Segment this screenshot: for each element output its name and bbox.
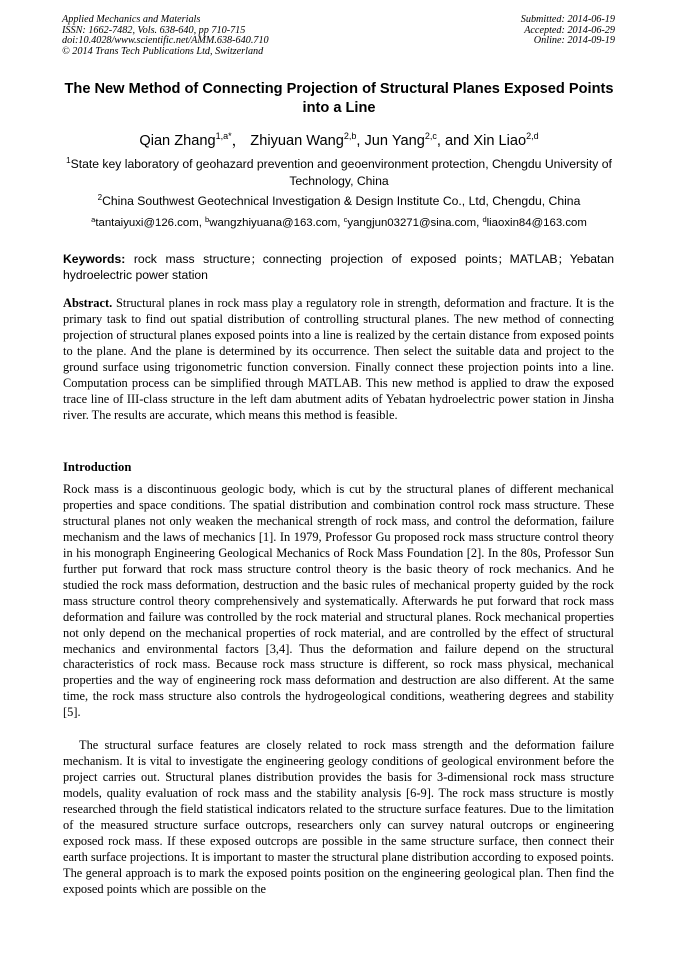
author-name: Jun Yang — [364, 133, 425, 149]
author-name: Xin Liao — [473, 133, 527, 149]
affiliation-text: State key laboratory of geohazard prevention and geoenvironment protection, Chengdu University of Technology, China — [70, 157, 612, 188]
affiliation-2 — [55, 193, 623, 210]
author-name: Qian Zhang — [139, 133, 216, 149]
author-sup: 2,c — [424, 131, 437, 141]
section-heading-introduction: Introduction — [63, 460, 132, 474]
author-sup: 2,d — [526, 131, 539, 141]
email-sup: a — [91, 215, 96, 224]
email-sup: b — [205, 215, 210, 224]
accepted-date: Accepted: 2014-06-29 — [524, 24, 615, 36]
keywords-label: Keywords: — [63, 252, 126, 266]
author-sup: 2,b — [343, 131, 357, 141]
email-address[interactable]: liaoxin84@163.com — [486, 217, 587, 229]
author-list — [40, 132, 638, 150]
author-sup: 1,a* — [215, 131, 232, 141]
author-sep: , — [356, 133, 361, 149]
paper-title: The New Method of Connecting Projection of Structural Planes Exposed Points into a Line — [64, 81, 614, 116]
abstract-block — [63, 296, 614, 424]
email-list — [40, 215, 638, 231]
affiliation-text: China Southwest Geotechnical Investigation & Design Institute Co., Ltd, Chengdu, China — [102, 194, 581, 208]
introduction-paragraph-2: The structural surface features are closely related to rock mass strength and the deformation failure mechanism. It is vital to investigate the engineering geology conditions of geological environment before the project carries out. Structural planes distribution provides the basis for 3-dimensional rock mass structure models, quality evaluation of rock mass and the stability analysis [6-9]. The rock mass structure is mostly researched through the field statistical indicators related to the structure surface features. Due to the limitation of the measured structure surface outcrops, researchers only can survey natural outcrops or engineering exposed rock mass. If these exposed outcrops are possible in the same structure surface, then connect their earth surface projections. It is important to master the structural plane distribution according to exposed points. The general approach is to mark the exposed points position on the engineering geological plan. Then find the exposed points which are possible on the — [63, 738, 614, 896]
email-address[interactable]: yangjun03271@sina.com, — [347, 217, 480, 229]
submitted-date: Submitted: 2014-06-19 — [520, 14, 615, 25]
abstract-text: Structural planes in rock mass play a regulatory role in strength, deformation and fracture. It is the primary task to find out spatial distribution of controlling structural planes. The new method of connecting projection of structural planes exposed points into a line is realized by the certain distance from exposed points to the plane. And the plane is determined by its occurrence. Then select the suitable data and project to the ground surface using trigonometric function conversion. Finally connect these projection points into a line. Computation process can be simplified through MATLAB. This new method is applied to draw the exposed trace line of III-class structure in the left dam abutment adits of Yebatan hydroelectric power station in Jinsha river. The results are accurate, which means this method is feasible. — [63, 296, 614, 422]
keywords-text: rock mass structure；connecting projection of exposed points；MATLAB；Yebatan hydroelectric power station — [63, 252, 614, 283]
journal-issn: ISSN: 1662-7482, Vols. 638-640, pp 710-715 — [62, 24, 246, 36]
journal-name: Applied Mechanics and Materials — [62, 14, 201, 25]
keywords-block — [63, 251, 614, 284]
journal-header — [62, 15, 269, 57]
journal-copyright: © 2014 Trans Tech Publications Ltd, Switzerland — [62, 45, 264, 57]
author-name: Zhiyuan Wang — [250, 133, 344, 149]
affiliation-sup: 1 — [66, 156, 71, 165]
email-address[interactable]: wangzhiyuana@163.com, — [209, 217, 341, 229]
abstract-label: Abstract. — [63, 296, 113, 310]
journal-doi: doi:10.4028/www.scientific.net/AMM.638-640.710 — [62, 35, 269, 47]
email-sup: c — [343, 215, 348, 224]
affiliation-1 — [55, 156, 623, 189]
author-sep: , and — [436, 133, 470, 149]
introduction-paragraph-1: Rock mass is a discontinuous geologic body, which is cut by the structural planes of different mechanical properties and space conditions. The spatial distribution and combination control rock mass structure. These structural planes not only weaken the mechanical strength of rock mass, and control the deformation, failure mechanism and the laws of mechanics [1]. In 1979, Professor Gu proposed rock mass structure control theory in his monograph Engineering Geological Mechanics of Rock Mass Foundation [2]. In the 80s, Professor Sun further put forward that rock mass structure control theory is the basic theory of rock mechanics. And he studied the rock mass deformation, destruction and the basic rules of mechanical property guided by the rock mass structure control theory comprehensively and systematically. Afterwards he put forward that rock mass deformation and failure was controlled by the rock material and structural planes. Rock mechanical properties not only depend on the mechanical properties of rock material, and are controlled by the effect of structural mechanics and environmental factors [3,4]. Thus the deformation and failure depend on the structural characteristics of rock mass. Because rock mass structure is different, so rock mass physical, mechanical properties and the way of engineering rock mass deformation and destruction are also different. At the same time, the rock mass structure also controls the hydrogeological conditions, weathering degrees and stability [5]. — [63, 482, 614, 720]
affiliation-sup: 2 — [97, 193, 103, 202]
author-sep: ， — [231, 133, 247, 149]
email-address[interactable]: tantaiyuxi@126.com, — [95, 217, 202, 229]
online-date: Online: 2014-09-19 — [533, 35, 615, 47]
email-sup: d — [482, 215, 487, 224]
submission-dates — [521, 15, 615, 47]
